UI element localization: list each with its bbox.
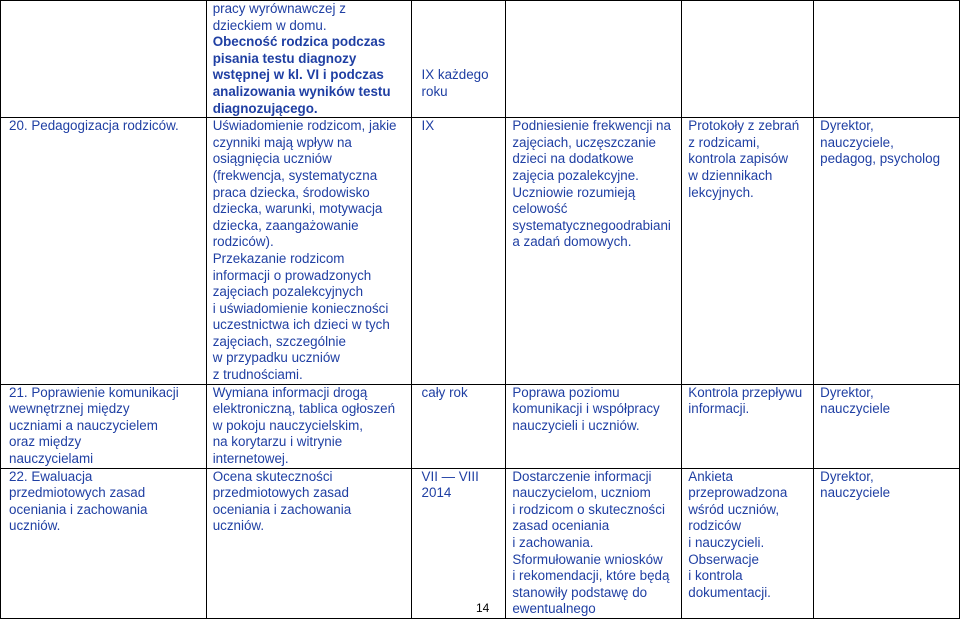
text-line: zasad oceniania (512, 518, 610, 534)
row1-monitoring-cell (682, 118, 814, 385)
row0-goal-cell (1, 1, 207, 118)
text-line: nauczycielami (9, 451, 94, 467)
row1-effect-cell (506, 118, 682, 385)
text-line: Podniesienie frekwencji na (512, 118, 671, 134)
text-line: oceniania i zachowania (212, 501, 352, 517)
text-line: pracy wyrównawczej z (212, 1, 346, 16)
text-line: Kontrola przepływu (688, 384, 803, 400)
text-line: dokumentacji. (688, 584, 771, 600)
text-line: zajęciach, szczególnie (212, 333, 346, 349)
text-line: i kontrola (688, 568, 743, 584)
text-line: czynniki mają wpływ na (212, 134, 352, 150)
text-line: VII — VIII (421, 468, 479, 484)
text-line: 20. Pedagogizacja rodziców. (9, 118, 179, 134)
text-line: Ankieta (688, 468, 733, 484)
text-line: Ocena skuteczności (212, 468, 333, 484)
text-line: uczestnictwa ich dzieci w tych (212, 317, 390, 333)
text-line: i uświadomienie konieczności (212, 300, 389, 316)
text-line: zajęcia pozalekcyjne. (512, 167, 639, 183)
text-line: rodziców). (212, 234, 274, 250)
row0-tasks-cell (206, 1, 411, 118)
text-line: pedagog, psycholog (820, 151, 941, 167)
text-line: Poprawa poziomu (512, 384, 620, 400)
text-line: osiągnięcia uczniów (212, 151, 332, 167)
text-line: z rodzicami, (688, 134, 760, 150)
page-number: 14 (476, 601, 490, 615)
text-line: i nauczycieli. (688, 535, 765, 550)
text-line: Dostarczenie informacji (512, 468, 652, 484)
table-row (1, 468, 960, 618)
text-line: dzieci na dodatkowe (512, 151, 634, 167)
text-line: Uświadomienie rodzicom, jakie (212, 118, 397, 134)
text-line: uczniów. (9, 518, 61, 534)
table-row (1, 384, 960, 468)
text-line: przeprowadzona (688, 485, 788, 501)
text-line: nauczyciele, (820, 134, 894, 150)
row1-tasks-cell (206, 118, 411, 385)
row2-goal-cell (1, 384, 207, 468)
text-line: rodziców (688, 518, 742, 534)
row1-goal-cell (1, 118, 207, 385)
text-line: 21. Poprawienie komunikacji (9, 384, 179, 400)
row3-goal-cell (1, 468, 207, 618)
text-line: wewnętrznej między (9, 401, 130, 417)
row2-term-cell (411, 384, 506, 468)
row0-effect-cell (506, 1, 682, 118)
text-line: komunikacji i współpracy (512, 401, 660, 417)
text-line: nauczycieli i uczniów. (512, 417, 640, 433)
text-line: oceniania i zachowania (9, 501, 148, 517)
text-line: dziecka, warunki, motywacja (212, 201, 383, 217)
text-line: Dyrektor, (820, 468, 874, 484)
table-row (1, 118, 960, 385)
text-line: systematycznegoodrabiani (512, 217, 671, 233)
text-line: lekcyjnych. (688, 184, 754, 200)
text-line: elektroniczną, tablica ogłoszeń (212, 401, 396, 417)
table-row (1, 1, 960, 118)
text-line: uczniami a nauczycielem (9, 417, 158, 433)
text-line: analizowania wyników testu (212, 83, 391, 99)
text-line: a zadań domowych. (512, 234, 632, 250)
text-line: celowość (512, 201, 568, 217)
row2-monitoring-cell (682, 384, 814, 468)
text-line: Dyrektor, (820, 384, 874, 400)
text-line: i rekomendacji, które będą (512, 568, 670, 584)
text-line: informacji o prowadzonych (212, 267, 372, 283)
text-line: nauczycielom, uczniom (512, 485, 651, 501)
text-line: Protokoły z zebrań (688, 118, 800, 134)
text-line: uczniów. (212, 518, 265, 534)
text-line: kontrola zapisów (688, 151, 789, 167)
text-line: Uczniowie rozumieją (512, 184, 636, 200)
row2-effect-cell (506, 384, 682, 468)
text-line: Obecność rodzica podczas (212, 34, 386, 50)
text-line: nauczyciele (820, 401, 891, 417)
text-line: Obserwacje (688, 551, 759, 567)
text-line: nauczyciele (820, 485, 891, 501)
text-line: zajęciach pozalekcyjnych (212, 284, 364, 300)
row2-tasks-cell (206, 384, 411, 468)
text-line: Wymiana informacji drogą (212, 384, 368, 400)
text-line: informacji. (688, 401, 750, 417)
text-line: diagnozującego. (212, 100, 318, 116)
text-line: cały rok (421, 384, 468, 400)
text-line: przedmiotowych zasad (9, 485, 146, 501)
text-line: ewentualnego (512, 601, 596, 617)
text-line: stanowiły podstawę do (512, 584, 648, 600)
text-line: 2014 (421, 485, 452, 501)
text-line: IX każdego (421, 67, 489, 82)
text-line: internetowej. (212, 451, 289, 467)
text-line: zajęciach, uczęszczanie (512, 134, 657, 150)
text-line: na korytarzu i witrynie (212, 434, 343, 450)
text-line: IX (421, 118, 435, 134)
text-line: (frekwencja, systematyczna (212, 167, 378, 183)
text-line: w pokoju nauczycielskim, (212, 417, 364, 433)
text-line: roku (421, 83, 448, 99)
row3-responsible-cell (814, 468, 960, 618)
text-line: oraz między (9, 434, 82, 450)
text-line: i rodzicom o skuteczności (512, 501, 665, 517)
row0-monitoring-cell (682, 1, 814, 118)
text-line: Dyrektor, (820, 118, 874, 134)
text-line: przedmiotowych zasad (212, 485, 349, 501)
row0-tasks-pre (213, 1, 407, 34)
text-line: pisania testu diagnozy (212, 50, 357, 66)
text-line: dziecka, zaangażowanie (212, 217, 359, 233)
text-line: i zachowania. (512, 535, 594, 550)
row3-effect-cell (506, 468, 682, 618)
row0-term-cell (411, 1, 506, 118)
row3-monitoring-cell (682, 468, 814, 618)
text-line: wstępnej w kl. VI i podczas (212, 67, 384, 83)
row0-tasks-bold (213, 34, 407, 117)
text-line: wśród uczniów, (688, 501, 780, 517)
row3-term-cell (411, 468, 506, 618)
row1-responsible-cell (814, 118, 960, 385)
text-line: Przekazanie rodzicom (212, 250, 345, 266)
text-line: w dziennikach (688, 167, 773, 183)
text-line: dzieckiem w domu. (212, 17, 327, 33)
row3-tasks-cell (206, 468, 411, 618)
text-line: z trudnościami. (212, 367, 303, 383)
row1-term-cell (411, 118, 506, 385)
row2-responsible-cell (814, 384, 960, 468)
text-line: 22. Ewaluacja (9, 468, 93, 484)
text-line: w przypadku uczniów (212, 350, 340, 366)
text-line: praca dziecka, środowisko (212, 184, 370, 200)
text-line: Sformułowanie wniosków (512, 551, 663, 567)
row0-responsible-cell (814, 1, 960, 118)
